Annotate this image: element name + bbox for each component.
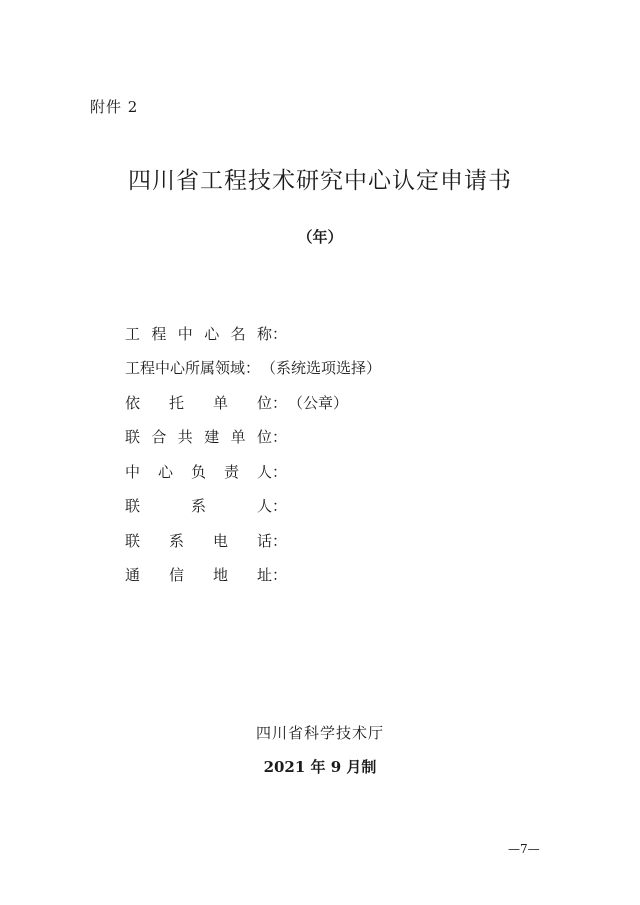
field-label: 联系人	[125, 497, 272, 516]
page-number: —7—	[508, 842, 540, 856]
issue-date: 2021 年 9 月制	[263, 758, 377, 776]
field-row-contact-person	[125, 489, 381, 524]
field-label: 工程中心名称	[125, 324, 272, 343]
field-colon: ：	[272, 531, 288, 550]
field-row-phone	[125, 523, 381, 558]
field-colon: ：	[245, 359, 261, 378]
field-row-director	[125, 454, 381, 489]
field-label: 中心负责人	[125, 462, 272, 481]
attachment-label: 附件 2	[90, 98, 139, 116]
field-label: 联合共建单位	[125, 428, 272, 447]
field-row-joint-unit	[125, 420, 381, 455]
year-line: （年）	[297, 228, 343, 246]
field-label: 联系电话	[125, 531, 272, 550]
field-row-domain	[125, 351, 381, 386]
field-row-address	[125, 558, 381, 593]
field-colon: ：	[272, 462, 288, 481]
field-colon: ：	[272, 393, 288, 412]
field-note: （系统选项选择）	[261, 359, 382, 378]
field-note: （公章）	[288, 393, 349, 412]
field-row-host-unit	[125, 385, 381, 420]
field-colon: ：	[272, 566, 288, 585]
field-label: 工程中心所属领域	[125, 359, 246, 378]
issuer: 四川省科学技术厅	[255, 724, 384, 742]
field-label: 依托单位	[125, 393, 272, 412]
field-colon: ：	[272, 428, 288, 447]
field-colon: ：	[272, 497, 288, 516]
document-title: 四川省工程技术研究中心认定申请书	[128, 168, 512, 194]
field-label: 通信地址	[125, 566, 272, 585]
field-row-center-name	[125, 316, 381, 351]
application-fields	[125, 316, 381, 592]
field-colon: ：	[272, 324, 288, 343]
